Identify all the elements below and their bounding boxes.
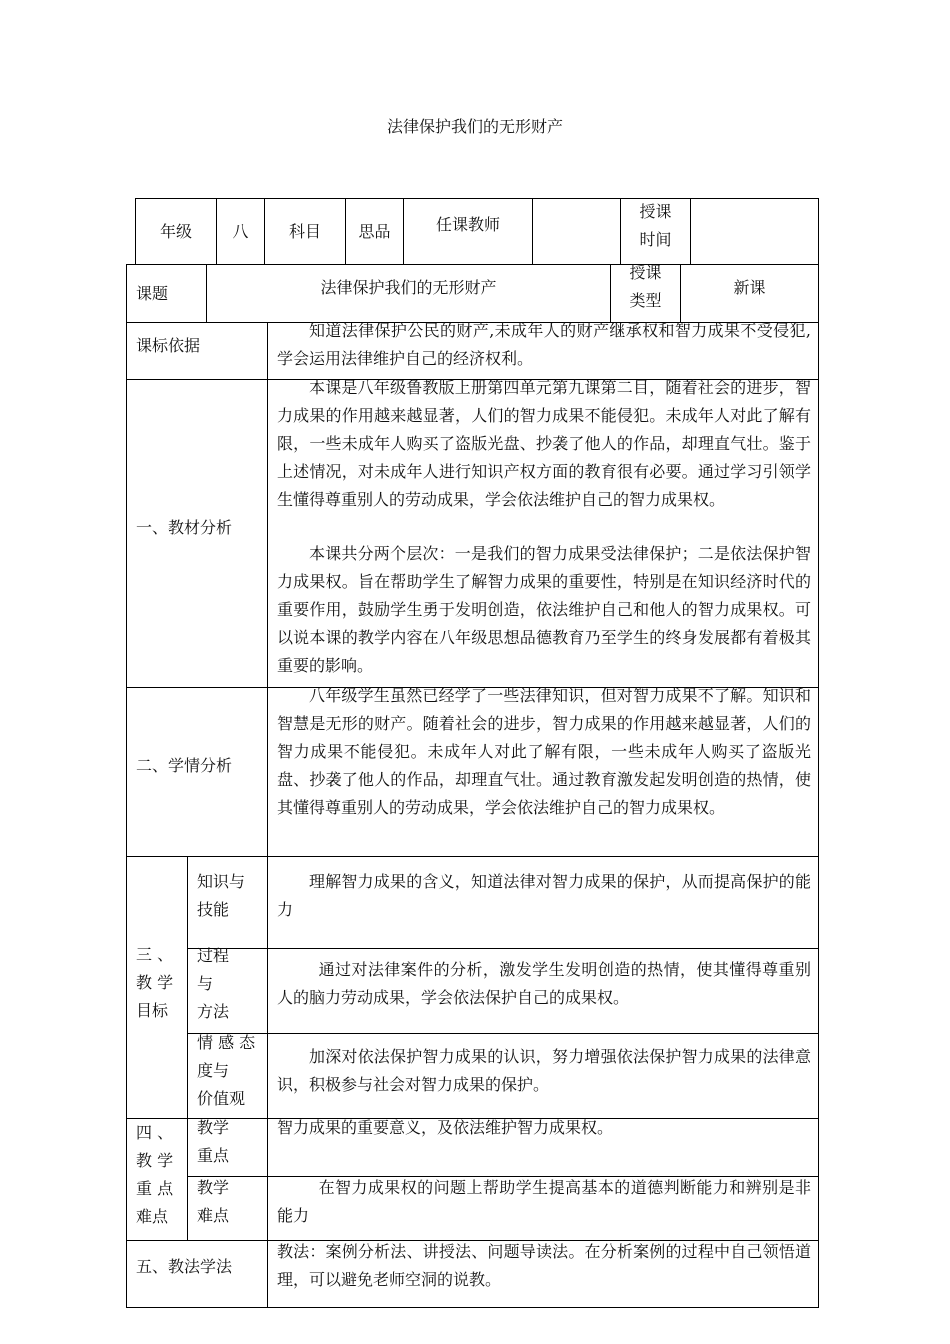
lesson-type-label-line1: 授课 [629,263,662,282]
process-label-line3: 方法 [197,1002,230,1021]
key-points-label-line4: 难点 [136,1207,169,1226]
topic-label: 课题 [136,283,169,303]
objectives-label-line2: 教 学 [136,973,174,992]
knowledge-label-line2: 技能 [197,900,230,919]
subject-value: 思品 [358,221,391,241]
emotion-label [197,1029,265,1113]
topic-value: 法律保护我们的无形财产 [320,277,497,297]
process-label-line1: 过程 [197,946,230,965]
focus-text: 智力成果的重要意义，及依法维护智力成果权。 [277,1118,614,1137]
objectives-label [136,941,186,1025]
knowledge-label [197,868,265,924]
time-value [691,199,818,264]
knowledge-text: 理解智力成果的含义，知道法律对智力成果的保护，从而提高保护的能力 [277,872,811,919]
focus-label [197,1114,265,1170]
key-points-label-line3: 重 点 [136,1179,174,1198]
material-analysis-para1: 本课是八年级鲁教版上册第四单元第九课第二目，随着社会的进步，智力成果的作用越来越显著，人们的智力成果不能侵犯。未成年人对此了解有限，一些未成年人购买了盗版光盘、抄袭了他人的作品，却理直气壮。鉴于上述情况，对未成年人进行知识产权方面的教育很有必要。通过学习引领学生懂得尊重别人的劳动成果，学会依法维护自己的智力成果权。 [277,378,811,509]
objectives-label-line3: 目标 [136,1001,169,1020]
methods-text: 教法：案例分析法、讲授法、问题导读法。在分析案例的过程中自己领悟道理，可以避免老师空洞的说教。 [277,1242,811,1289]
teacher-value [533,199,620,264]
student-analysis-label: 二、学情分析 [136,756,233,775]
emotion-label-line2: 度与 [197,1061,230,1080]
emotion-label-line3: 价值观 [197,1089,246,1108]
methods-label: 五、教法学法 [136,1257,233,1276]
grade-label: 年级 [159,221,192,241]
key-points-label-line1: 四 、 [136,1123,174,1142]
difficulty-label [197,1174,265,1230]
focus-label-line2: 重点 [197,1146,230,1165]
basis-text: 知道法律保护公民的财产,未成年人的财产继承权和智力成果不受侵犯,学会运用法律维护自己的经济权利。 [277,321,811,368]
emotion-text: 加深对依法保护智力成果的认识，努力增强依法保护智力成果的法律意识，积极参与社会对智力成果的保护。 [277,1047,811,1094]
time-label [621,198,690,264]
emotion-label-line1: 情 感 态 [197,1033,256,1052]
material-analysis-label: 一、教材分析 [136,517,233,537]
time-label-line2: 时间 [639,230,672,249]
difficulty-label-line2: 难点 [197,1206,230,1225]
lesson-type-value: 新课 [733,277,766,297]
subject-label: 科目 [288,221,321,241]
process-text: 通过对法律案件的分析，激发学生发明创造的热情，使其懂得尊重别人的脑力劳动成果，学会依法保护自己的成果权。 [277,960,811,1007]
key-points-label-line2: 教 学 [136,1151,174,1170]
grade-value: 八 [232,221,249,241]
objectives-label-line1: 三 、 [136,945,174,964]
focus-label-line1: 教学 [197,1118,230,1137]
material-analysis-para2: 本课共分两个层次：一是我们的智力成果受法律保护；二是依法保护智力成果权。旨在帮助学生了解智力成果的重要性，特别是在知识经济时代的重要作用，鼓励学生勇于发明创造，依法维护自己和他人的智力成果权。可以说本课的教学内容在八年级思想品德教育乃至学生的终身发展都有着极其重要的影响。 [277,544,811,675]
difficulty-label-line1: 教学 [197,1178,230,1197]
document-title: 法律保护我们的无形财产 [386,117,563,136]
process-label [197,942,265,1026]
lesson-type-label [611,259,680,317]
key-points-label [136,1119,186,1231]
knowledge-label-line1: 知识与 [197,872,246,891]
teacher-label: 任课教师 [435,215,500,234]
basis-label: 课标依据 [136,335,201,355]
lesson-type-label-line2: 类型 [629,291,662,310]
process-label-line2: 与 [197,974,214,993]
time-label-line1: 授课 [639,202,672,221]
difficulty-text: 在智力成果权的问题上帮助学生提高基本的道德判断能力和辨别是非能力 [277,1178,811,1225]
student-analysis-text: 八年级学生虽然已经学了一些法律知识，但对智力成果不了解。知识和智慧是无形的财产。随着社会的进步，智力成果的作用越来越显著，人们的智力成果不能侵犯。未成年人对此了解有限，一些未成年人购买了盗版光盘、抄袭了他人的作品，却理直气壮。通过教育激发起发明创造的热情，使其懂得尊重别人的劳动成果，学会依法维护自己的智力成果权。 [277,686,811,817]
